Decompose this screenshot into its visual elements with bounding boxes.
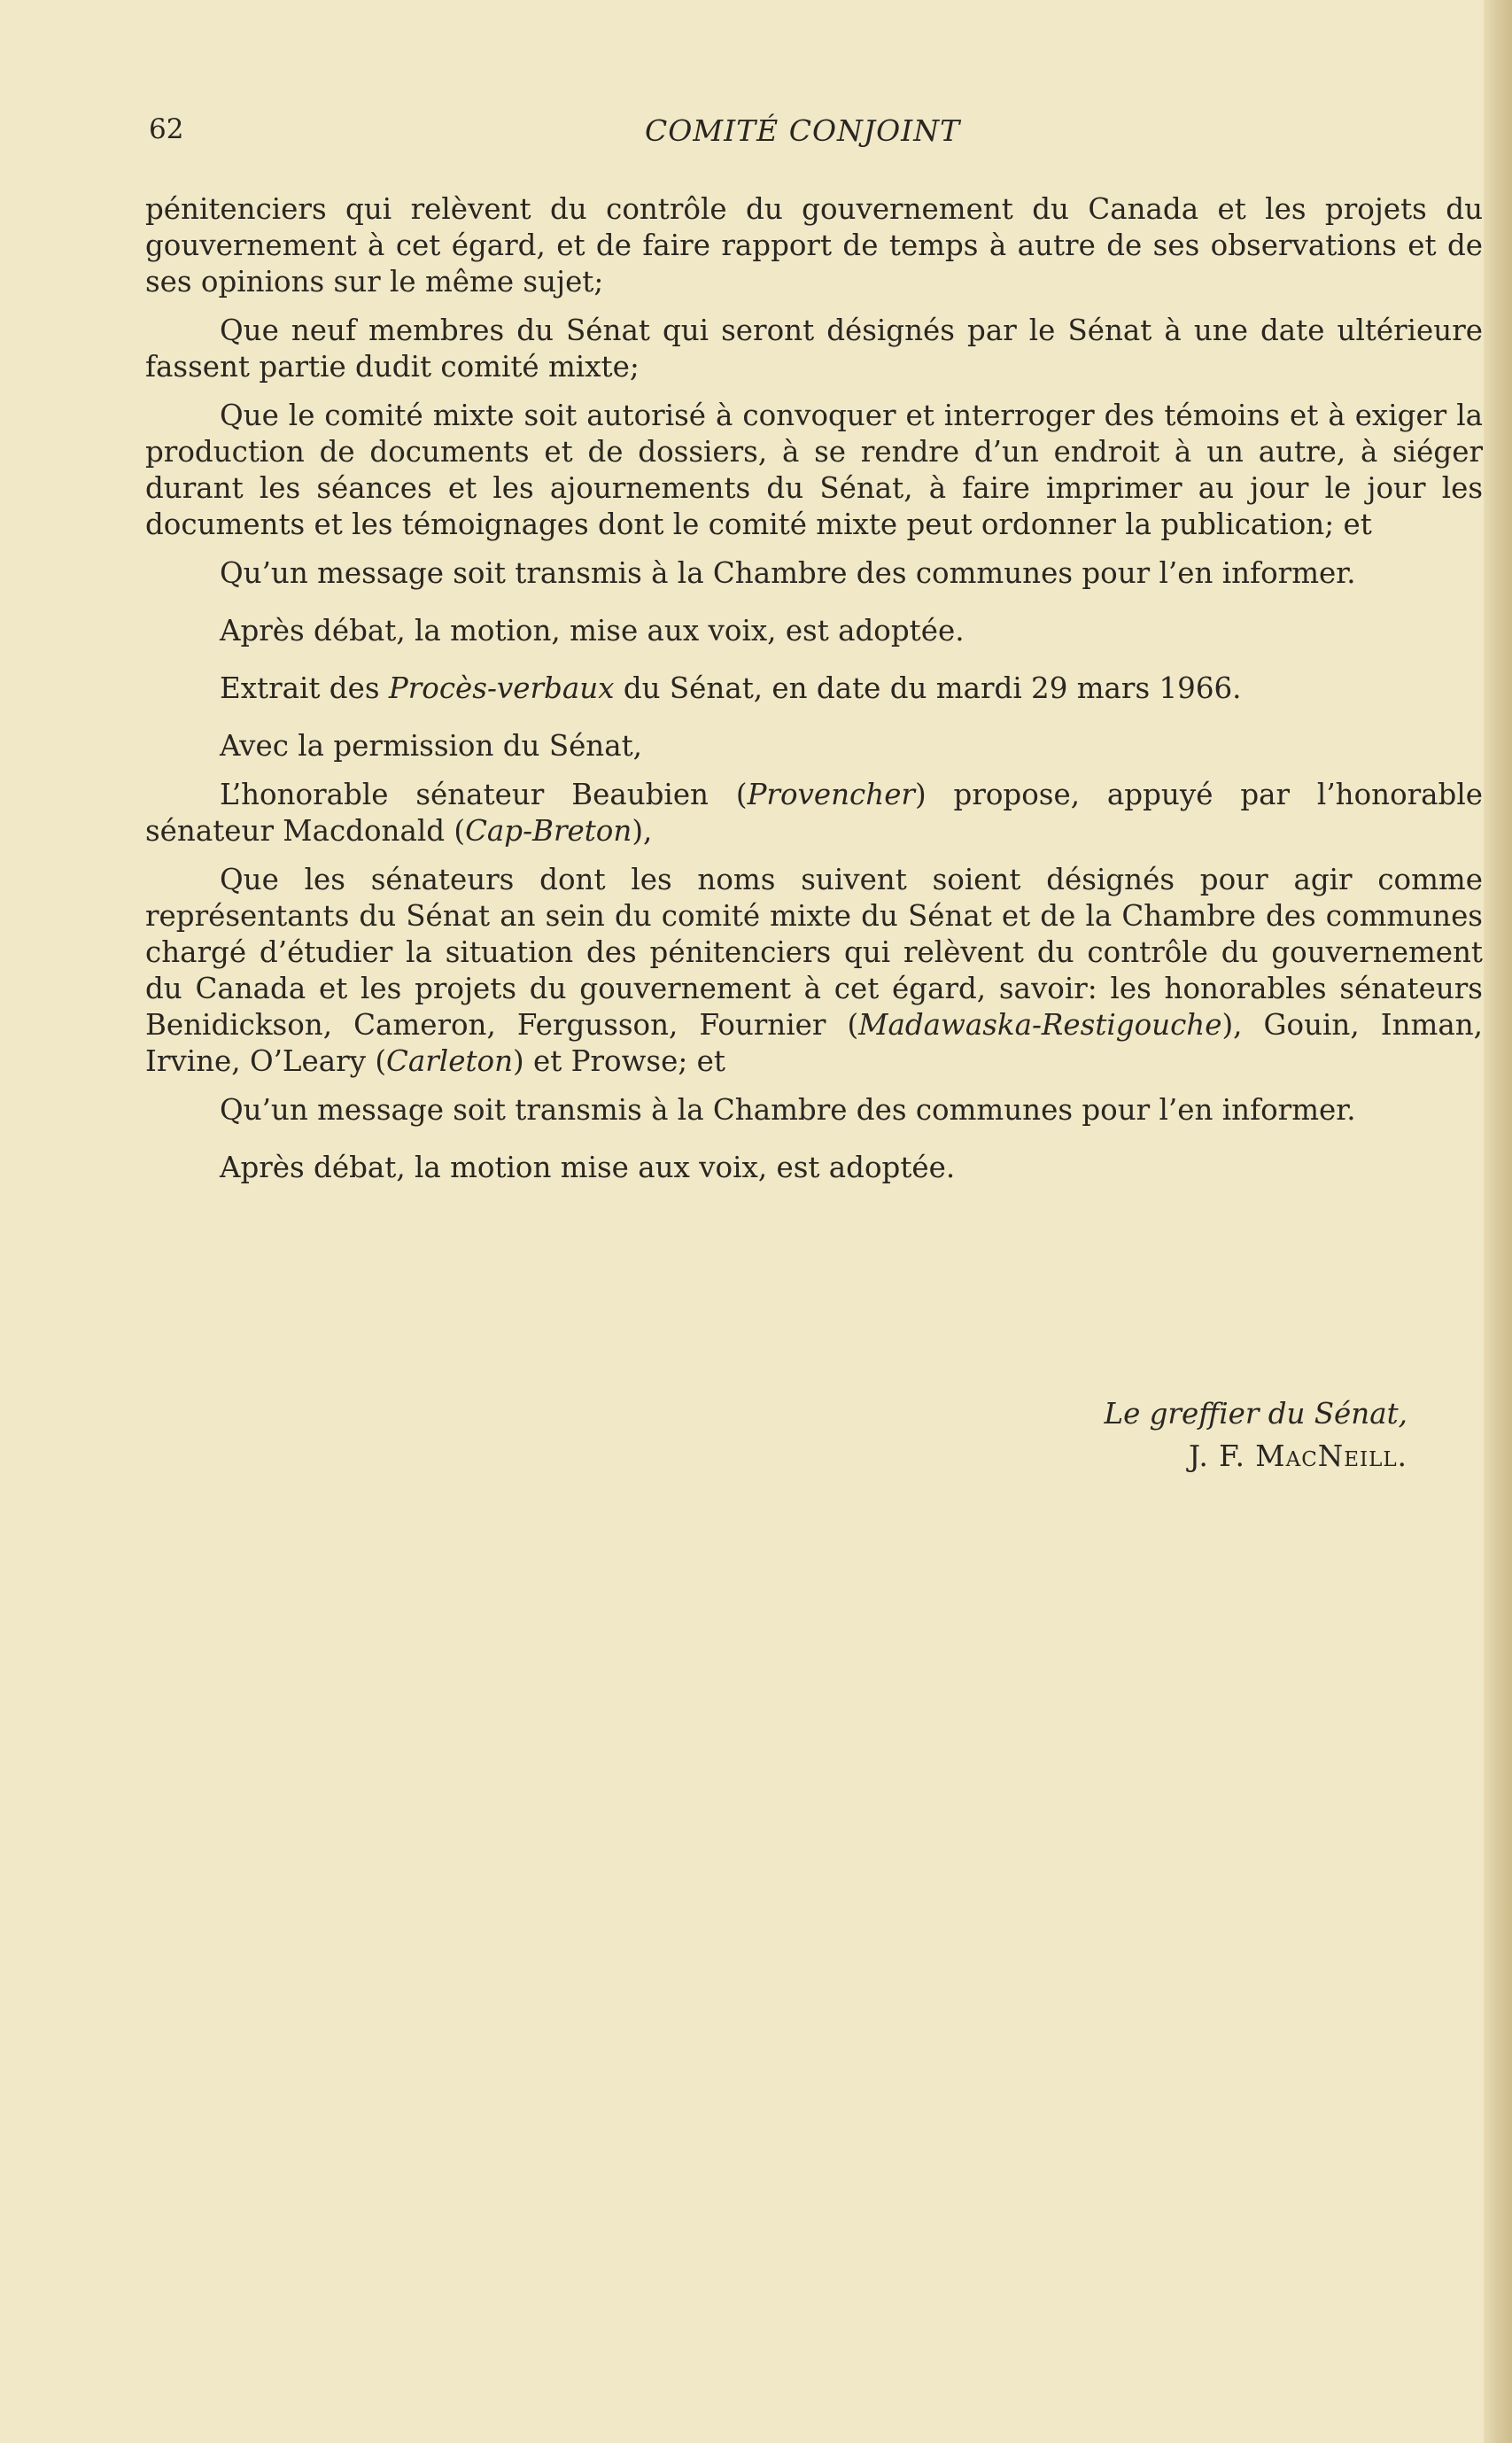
paragraph-permission: Avec la permission du Sénat, xyxy=(220,729,643,763)
paragraph-message: Qu’un message soit transmis à la Chambre des communes pour l’en informer. xyxy=(220,556,1356,590)
designation-text-1: Que les sénateurs dont les noms suivent soient désignés pour agir comme représentants du Sénat an sein du comité mixte du Sénat et de la Chambre des communes chargé d’étudier la situation des pénitenciers qui relèvent du contrôle du gouvernement du Canada et les projets du gouvernement à cet égard, savoir: les honorables sénateurs Benidickson, Cameron, Fergusson, Fournier ( xyxy=(145,863,1483,1042)
paragraph-motion-adopted: Après débat, la motion, mise aux voix, est adoptée. xyxy=(220,614,965,648)
extract-date: du Sénat, en date du mardi 29 mars 1966. xyxy=(614,671,1242,705)
page-edge-shadow xyxy=(1484,0,1512,2443)
signature-title: Le greffier du Sénat, xyxy=(1104,1397,1407,1431)
paragraph-senate-members: Que neuf membres du Sénat qui seront désignés par le Sénat à une date ultérieure fassent partie dudit comité mixte; xyxy=(145,314,1483,384)
page-number: 62 xyxy=(149,113,184,145)
proposal-riding-1: Provencher xyxy=(747,778,915,811)
extract-prefix: Extrait des xyxy=(220,671,389,705)
proposal-text-1: L’honorable sénateur Beaubien ( xyxy=(220,778,748,811)
proposal-text-2: ) propose, appuyé par l’honorable sénateur Macdonald ( xyxy=(145,778,1483,848)
paragraph-proposal xyxy=(145,777,1483,849)
designation-text-2: ), Gouin, Inman, Irvine, O’Leary ( xyxy=(145,1008,1483,1078)
paragraph-extract xyxy=(145,671,1483,707)
paragraph-senators-designated xyxy=(145,862,1483,1080)
signature-name xyxy=(1104,1435,1407,1477)
paragraph-motion-adopted-2: Après débat, la motion mise aux voix, est adoptée. xyxy=(220,1151,956,1184)
designation-riding-2: Carleton xyxy=(386,1044,513,1078)
running-head: COMITÉ CONJOINT xyxy=(645,113,961,148)
signature-surname: acNeill. xyxy=(1285,1439,1407,1473)
page-header xyxy=(149,113,1486,152)
designation-text-3: ) et Prowse; et xyxy=(513,1044,725,1078)
designation-riding-1: Madawaska-Restigouche xyxy=(858,1008,1222,1042)
paragraph-committee-powers: Que le comité mixte soit autorisé à convoquer et interroger des témoins et à exiger la production de documents et de dossiers, à se rendre d’un endroit à un autre, à siéger durant les séances et les ajournements du Sénat, à faire imprimer au jour le jour les documents et les témoignages dont le comité mixte peut ordonner la publication; et xyxy=(145,399,1483,541)
paragraph-continuation: pénitenciers qui relèvent du contrôle du gouvernement du Canada et les projets du gouvernement à cet égard, et de faire rapport de temps à autre de ses observations et de ses opinions sur le même sujet; xyxy=(145,192,1483,299)
extract-source: Procès-verbaux xyxy=(388,671,615,705)
signature-initials: J. F. M xyxy=(1188,1439,1286,1473)
body-text xyxy=(145,191,1483,1198)
proposal-riding-2: Cap-Breton xyxy=(465,814,632,848)
paragraph-message-2: Qu’un message soit transmis à la Chambre des communes pour l’en informer. xyxy=(220,1093,1356,1127)
signature-block xyxy=(1104,1392,1407,1477)
proposal-text-3: ), xyxy=(632,814,653,848)
